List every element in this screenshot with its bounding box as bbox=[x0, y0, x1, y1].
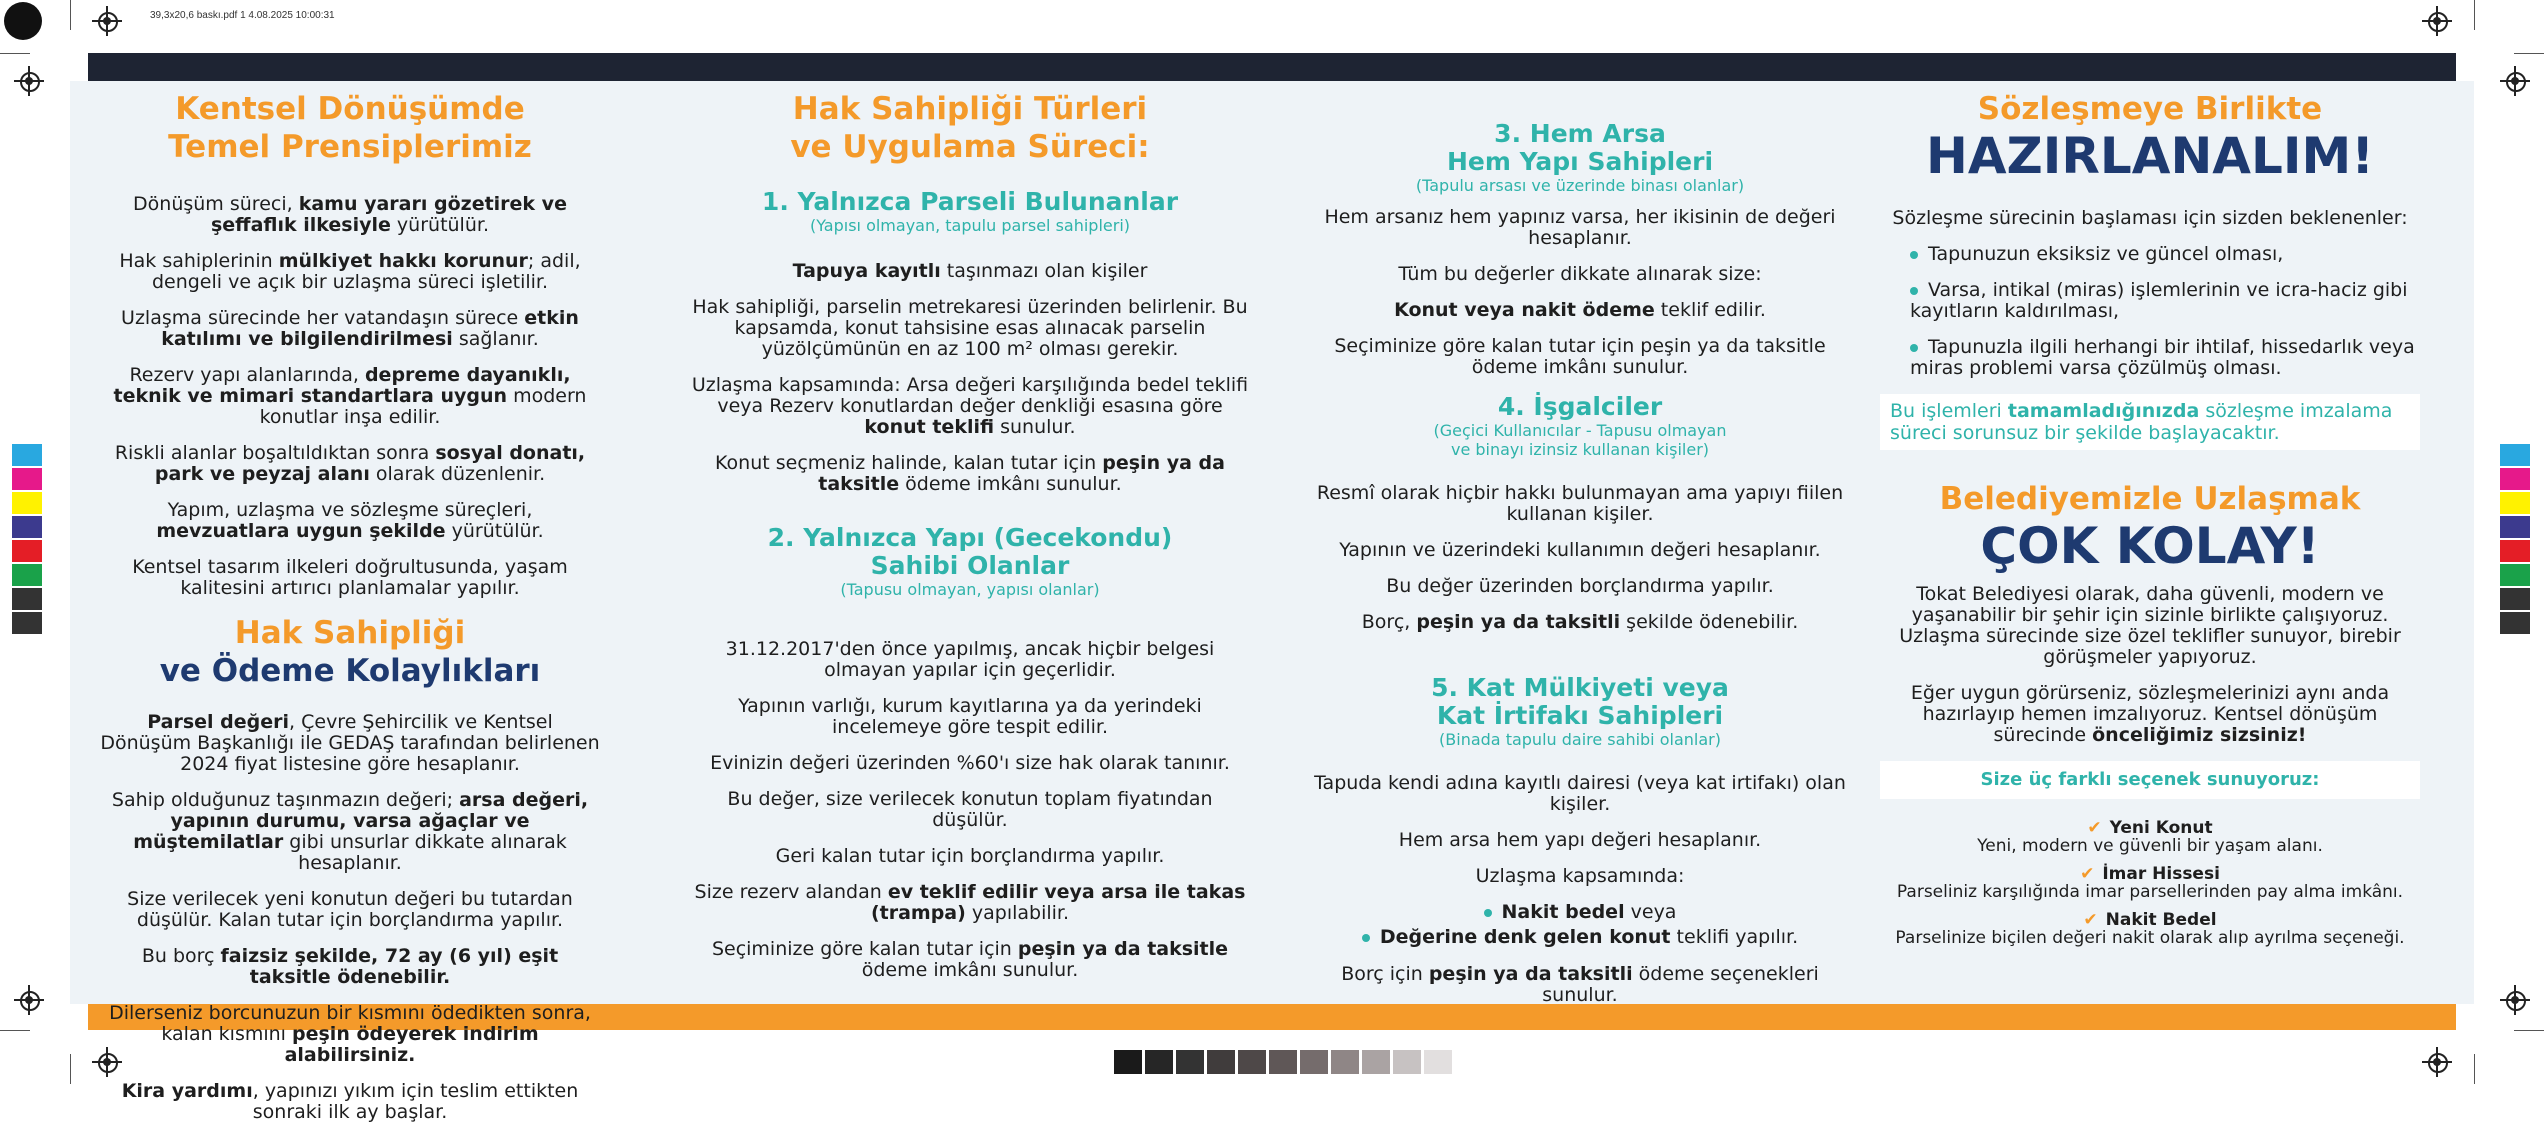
option-new-home bbox=[1880, 819, 2420, 855]
paragraph-text: Uzlaşma kapsamında: Arsa değeri karşılığında bedel teklifi veya Rezerv konutlardan değer denkliği esasına göre bbox=[691, 374, 1249, 417]
paragraph-text: Bu borç bbox=[141, 945, 221, 967]
registration-mark-icon bbox=[92, 6, 122, 36]
principles-list bbox=[100, 194, 600, 599]
paragraph bbox=[690, 939, 1250, 981]
principles-title-line1: Kentsel Dönüşümde bbox=[175, 91, 525, 127]
paragraph bbox=[690, 261, 1250, 282]
paragraph-text: Uzlaşma sürecinde her vatandaşın sürece bbox=[121, 307, 525, 329]
paragraph-bold: mevzuatlara uygun şekilde bbox=[156, 520, 446, 542]
paragraph-text: yürütülür. bbox=[390, 214, 489, 236]
note-bold: tamamladığınızda bbox=[2007, 400, 2200, 422]
paragraph bbox=[1310, 773, 1850, 815]
paragraph-bold: faizsiz şekilde, 72 ay (6 yıl) eşit taksitle ödenebilir. bbox=[220, 945, 559, 988]
note-text: Bu işlemleri bbox=[1890, 400, 2008, 422]
registration-mark-icon bbox=[2422, 1047, 2452, 1077]
gray-step bbox=[1176, 1050, 1204, 1074]
paragraph-text: olarak düzenlenir. bbox=[369, 463, 546, 485]
paragraph-text: Bu değer, size verilecek konutun toplam fiyatından düşülür. bbox=[727, 788, 1213, 831]
paragraph bbox=[100, 194, 600, 236]
paragraph-bold: Kira yardımı bbox=[121, 1080, 253, 1102]
paragraph-text: Yapının ve üzerindeki kullanımın değeri hesaplanır. bbox=[1339, 539, 1821, 561]
paragraph-bold: peşin ya da taksitle bbox=[1017, 938, 1229, 960]
section1-subtitle: (Yapısı olmayan, tapulu parsel sahipleri) bbox=[809, 216, 1131, 235]
section5-last bbox=[1310, 964, 1850, 1006]
trim-mark bbox=[2514, 53, 2544, 54]
gray-step bbox=[1362, 1050, 1390, 1074]
paragraph bbox=[100, 308, 600, 350]
paragraph-bold: peşin ya da taksitle bbox=[818, 452, 1225, 495]
bullet-dot-icon bbox=[1484, 909, 1492, 917]
check-icon: ✔ bbox=[2080, 864, 2095, 884]
paragraph-text: ödeme imkânı sunulur. bbox=[861, 959, 1079, 981]
paragraph-text: yürütülür. bbox=[445, 520, 544, 542]
gray-step bbox=[1145, 1050, 1173, 1074]
paragraph-text: Size verilecek yeni konutun değeri bu tutardan düşülür. Kalan tutar için borçlandırma yapılır. bbox=[127, 888, 573, 931]
file-slug: 39,3x20,6 baskı.pdf 1 4.08.2025 10:00:31 bbox=[150, 10, 335, 21]
paragraph bbox=[1310, 540, 1850, 561]
swatch-magenta bbox=[12, 468, 42, 490]
registration-mark-icon bbox=[14, 985, 44, 1015]
paragraph bbox=[690, 453, 1250, 495]
bullet-text: veya bbox=[1624, 901, 1677, 923]
rights-title-line1: Hak Sahipliği bbox=[234, 615, 466, 651]
gray-step bbox=[1300, 1050, 1328, 1074]
column-contract bbox=[1880, 90, 2420, 957]
paragraph bbox=[1310, 207, 1850, 249]
agreement-title-line1: Belediyemizle Uzlaşmak bbox=[1939, 481, 2361, 517]
paragraph-text: Hak sahiplerinin bbox=[119, 250, 279, 272]
contract-bullets bbox=[1880, 244, 2420, 379]
paragraph-text: , Çevre Şehircilik ve Kentsel Dönüşüm Başkanlığı ile GEDAŞ tarafından belirlenen 2024 fiyat listesine göre hesaplanır. bbox=[100, 711, 600, 775]
paragraph-text: Eğer uygun görürseniz, sözleşmelerinizi aynı anda hazırlayıp hemen imzalıyoruz. Kentsel dönüşüm sürecinde bbox=[1910, 682, 2390, 746]
swatch-black bbox=[2500, 612, 2530, 634]
paragraph bbox=[690, 297, 1250, 360]
contract-bullet-1 bbox=[1880, 244, 2420, 265]
column-principles bbox=[100, 90, 600, 1138]
swatch-red bbox=[12, 540, 42, 562]
registration-mark-icon bbox=[2422, 6, 2452, 36]
paragraph bbox=[100, 1003, 600, 1066]
paragraph-text: Hak sahipliği, parselin metrekaresi üzerinden belirlenir. Bu kapsamda, konut tahsisine esas alınacak parselin yüzölçümünün en az 100 m² olması gerekir. bbox=[692, 296, 1248, 360]
paragraph bbox=[1310, 612, 1850, 633]
registration-mark-icon bbox=[2500, 985, 2530, 1015]
paragraph bbox=[690, 696, 1250, 738]
gray-step bbox=[1424, 1050, 1452, 1074]
registration-mark-icon bbox=[2500, 66, 2530, 96]
paragraph-bold: ev teklif edilir veya arsa ile takas (trampa) bbox=[870, 881, 1246, 924]
paragraph bbox=[690, 846, 1250, 867]
paragraph-text: Hem arsa hem yapı değeri hesaplanır. bbox=[1398, 829, 1762, 851]
bullet-dot-icon bbox=[1362, 934, 1370, 942]
section2-subtitle: (Tapusu olmayan, yapısı olanlar) bbox=[840, 580, 1100, 599]
paragraph-bold: peşin ödeyerek indirim alabilirsiniz. bbox=[284, 1023, 539, 1066]
paragraph bbox=[1310, 264, 1850, 285]
corner-dot-icon bbox=[8, 8, 38, 38]
agreement-paragraph-1: Tokat Belediyesi olarak, daha güvenli, modern ve yaşanabilir bir şehir için sizinle birlikte çalışıyoruz. Uzlaşma sürecinde size özel teklifler sunuyor, birebir görüşmeler yapıyoruz. bbox=[1899, 583, 2401, 668]
swatch-green bbox=[2500, 564, 2530, 586]
paragraph bbox=[690, 882, 1250, 924]
check-icon: ✔ bbox=[2087, 818, 2102, 838]
paragraph-text: Borç, bbox=[1361, 611, 1417, 633]
paragraph bbox=[1310, 483, 1850, 525]
paragraph bbox=[100, 557, 600, 599]
paragraph-bold: peşin ya da taksitli bbox=[1416, 611, 1621, 633]
column-types bbox=[690, 90, 1250, 996]
paragraph-text: Uzlaşma kapsamında: bbox=[1475, 865, 1685, 887]
contract-bullet-3 bbox=[1880, 337, 2420, 379]
section5-subtitle: (Binada tapulu daire sahibi olanlar) bbox=[1439, 730, 1721, 749]
paragraph-text: şekilde ödenebilir. bbox=[1620, 611, 1799, 633]
paragraph-text: Dönüşüm süreci, bbox=[133, 193, 299, 215]
paragraph bbox=[100, 946, 600, 988]
option-desc: Parseliniz karşılığında imar parsellerinden pay alma imkânı. bbox=[1896, 882, 2404, 902]
swatch-green bbox=[12, 564, 42, 586]
paragraph-text: Tapuda kendi adına kayıtlı dairesi (veya kat irtifakı) olan kişiler. bbox=[1314, 772, 1846, 815]
paragraph-bold: Parsel değeri bbox=[147, 711, 290, 733]
paragraph-text: Tüm bu değerler dikkate alınarak size: bbox=[1398, 263, 1762, 285]
contract-title-line2: HAZIRLANALIM! bbox=[1925, 127, 2375, 185]
section3-title-line1: 3. Hem Arsa bbox=[1494, 119, 1666, 148]
section3-list bbox=[1310, 207, 1850, 378]
paragraph-text: Evinizin değeri üzerinden %60'ı size hak olarak tanınır. bbox=[710, 752, 1230, 774]
paragraph-text: Geri kalan tutar için borçlandırma yapılır. bbox=[775, 845, 1165, 867]
check-icon: ✔ bbox=[2083, 910, 2098, 930]
principles-title-line2: Temel Prensiplerimiz bbox=[168, 129, 532, 165]
column-types-2 bbox=[1310, 120, 1850, 1021]
paragraph-bold: peşin ya da taksitli bbox=[1428, 963, 1633, 985]
swatch-blue bbox=[2500, 516, 2530, 538]
paragraph-text: ödeme seçenekleri sunulur. bbox=[1542, 963, 1819, 1006]
paragraph-bold: kamu yararı gözetirek ve şeffaflık ilkesiyle bbox=[210, 193, 567, 236]
paragraph-text: Kentsel tasarım ilkeleri doğrultusunda, yaşam kalitesini artırıcı planlamalar yapılır. bbox=[132, 556, 568, 599]
bullet-bold: Değerine denk gelen konut bbox=[1379, 926, 1671, 948]
section4-title: 4. İşgalciler bbox=[1497, 392, 1663, 421]
section2-title-line1: 2. Yalnızca Yapı (Gecekondu) bbox=[767, 523, 1173, 552]
section3-title-line2: Hem Yapı Sahipleri bbox=[1446, 147, 1714, 176]
paragraph-text: gibi unsurlar dikkate alınarak hesaplanır. bbox=[283, 831, 567, 874]
paragraph-text: Riskli alanlar boşaltıldıktan sonra bbox=[114, 442, 436, 464]
paragraph bbox=[690, 375, 1250, 438]
swatch-cyan bbox=[12, 444, 42, 466]
paragraph-bold: depreme dayanıklı, teknik ve mimari standartlara uygun bbox=[113, 364, 571, 407]
paragraph-text: Yapım, uzlaşma ve sözleşme süreçleri, bbox=[167, 499, 533, 521]
trim-mark bbox=[70, 1054, 71, 1084]
bullet-text: Tapunuzun eksiksiz ve güncel olması, bbox=[1928, 243, 2284, 265]
bullet-dot-icon bbox=[1910, 251, 1918, 259]
swatch-red bbox=[2500, 540, 2530, 562]
gray-step bbox=[1269, 1050, 1297, 1074]
paragraph-bold: sosyal donatı, park ve peyzaj alanı bbox=[154, 442, 586, 485]
gray-step bbox=[1114, 1050, 1142, 1074]
trim-mark bbox=[2474, 0, 2475, 30]
swatch-black bbox=[12, 612, 42, 634]
bullet-dot-icon bbox=[1910, 344, 1918, 352]
paragraph bbox=[100, 500, 600, 542]
swatch-black bbox=[12, 588, 42, 610]
paragraph bbox=[1310, 576, 1850, 597]
paragraph-text: Borç için bbox=[1341, 963, 1429, 985]
option-desc: Parselinize biçilen değeri nakit olarak alıp ayrılma seçeneği. bbox=[1895, 928, 2405, 948]
option-title: İmar Hissesi bbox=[2102, 864, 2220, 884]
top-band bbox=[88, 53, 2456, 81]
paragraph-text: Yapının varlığı, kurum kayıtlarına ya da yerindeki incelemeye göre tespit edilir. bbox=[738, 695, 1202, 738]
paragraph bbox=[1310, 300, 1850, 321]
section5-bullet-1 bbox=[1310, 902, 1850, 923]
offer-heading: Size üç farklı seçenek sunuyoruz: bbox=[1880, 761, 2420, 799]
section1-title: 1. Yalnızca Parseli Bulunanlar bbox=[761, 187, 1179, 216]
paragraph-text: Size rezerv alandan bbox=[694, 881, 888, 903]
paragraph bbox=[1310, 336, 1850, 378]
types-title-line2: ve Uygulama Süreci: bbox=[790, 129, 1150, 165]
section4-subtitle-line2: ve binayı izinsiz kullanan kişiler) bbox=[1450, 440, 1710, 459]
gray-step bbox=[1238, 1050, 1266, 1074]
paragraph bbox=[100, 712, 600, 775]
paragraph-text: Seçiminize göre kalan tutar için bbox=[711, 938, 1018, 960]
agreement-paragraph-2 bbox=[1880, 683, 2420, 746]
paragraph-text: Dilerseniz borcunuzun bir kısmını ödedikten sonra, kalan kısmını bbox=[109, 1002, 591, 1045]
rights-list bbox=[100, 712, 600, 1123]
paragraph-bold: arsa değeri, yapının durumu, varsa ağaçlar ve müştemilatlar bbox=[133, 789, 589, 853]
paragraph bbox=[690, 789, 1250, 831]
paragraph bbox=[100, 1081, 600, 1123]
bullet-dot-icon bbox=[1910, 287, 1918, 295]
paragraph-text: sağlanır. bbox=[452, 328, 539, 350]
option-cash bbox=[1880, 911, 2420, 947]
section5-title-line2: Kat İrtifakı Sahipleri bbox=[1436, 701, 1724, 730]
swatch-yellow bbox=[12, 492, 42, 514]
paragraph-text: 31.12.2017'den önce yapılmış, ancak hiçbir belgesi olmayan yapılar için geçerlidir. bbox=[725, 638, 1215, 681]
swatch-blue bbox=[12, 516, 42, 538]
trim-mark bbox=[70, 0, 71, 30]
bullet-text: Tapunuzla ilgili herhangi bir ihtilaf, hissedarlık veya miras problemi varsa çözülmüş olması. bbox=[1910, 336, 2415, 379]
paragraph bbox=[100, 443, 600, 485]
paragraph-text: Konut seçmeniz halinde, kalan tutar için bbox=[715, 452, 1103, 474]
swatch-cyan bbox=[2500, 444, 2530, 466]
paragraph-bold: Tapuya kayıtlı bbox=[792, 260, 941, 282]
section2-list bbox=[690, 639, 1250, 981]
paragraph-text: teklif edilir. bbox=[1654, 299, 1766, 321]
paragraph bbox=[100, 365, 600, 428]
gray-step bbox=[1207, 1050, 1235, 1074]
section4-subtitle-line1: (Geçici Kullanıcılar - Tapusu olmayan bbox=[1433, 421, 1727, 440]
paragraph-text: modern konutlar inşa edilir. bbox=[259, 385, 587, 428]
swatch-black bbox=[2500, 588, 2530, 610]
paragraph-bold: etkin katılımı ve bilgilendirilmesi bbox=[161, 307, 579, 350]
paragraph-text: Resmî olarak hiçbir hakkı bulunmayan ama yapıyı fiilen kullanan kişiler. bbox=[1316, 482, 1844, 525]
paragraph-text: sunulur. bbox=[994, 416, 1076, 438]
paragraph-bold: Konut veya nakit ödeme bbox=[1394, 299, 1655, 321]
option-desc: Yeni, modern ve güvenli bir yaşam alanı. bbox=[1977, 836, 2323, 856]
trim-mark bbox=[0, 53, 30, 54]
agreement-title-line2: ÇOK KOLAY! bbox=[1980, 517, 2320, 575]
swatch-magenta bbox=[2500, 468, 2530, 490]
paragraph-text: Bu değer üzerinden borçlandırma yapılır. bbox=[1386, 575, 1774, 597]
trim-mark bbox=[2514, 1030, 2544, 1031]
note-text: sözleşme imzalama süreci sorunsuz bir şekilde başlayacaktır. bbox=[1890, 400, 2393, 444]
paragraph bbox=[1310, 964, 1850, 1006]
section1-list bbox=[690, 261, 1250, 495]
option-title: Nakit Bedel bbox=[2105, 910, 2217, 930]
bullet-bold: Nakit bedel bbox=[1501, 901, 1625, 923]
bullet-text: Varsa, intikal (miras) işlemlerinin ve icra-haciz gibi kayıtların kaldırılması, bbox=[1910, 279, 2408, 322]
contract-note bbox=[1880, 394, 2420, 450]
contract-bullet-2 bbox=[1880, 280, 2420, 322]
paragraph bbox=[690, 753, 1250, 774]
paragraph-text: Rezerv yapı alanlarında, bbox=[129, 364, 365, 386]
types-title-line1: Hak Sahipliği Türleri bbox=[792, 91, 1148, 127]
section5-title-line1: 5. Kat Mülkiyeti veya bbox=[1431, 673, 1729, 702]
paragraph bbox=[1310, 866, 1850, 887]
contract-intro: Sözleşme sürecinin başlaması için sizden beklenenler: bbox=[1892, 207, 2408, 229]
paragraph bbox=[100, 251, 600, 293]
paragraph-text: ; adil, dengeli ve açık bir uzlaşma süreci işletilir. bbox=[151, 250, 581, 293]
section5-list bbox=[1310, 773, 1850, 887]
swatch-yellow bbox=[2500, 492, 2530, 514]
paragraph-text: Seçiminize göre kalan tutar için peşin ya da taksitle ödeme imkânı sunulur. bbox=[1334, 335, 1826, 378]
paragraph-text: Hem arsanız hem yapınız varsa, her ikisinin de değeri hesaplanır. bbox=[1324, 206, 1836, 249]
bullet-text: teklifi yapılır. bbox=[1670, 926, 1799, 948]
rights-title-line2: ve Ödeme Kolaylıkları bbox=[159, 653, 541, 689]
gray-step bbox=[1393, 1050, 1421, 1074]
trim-mark bbox=[0, 1030, 30, 1031]
gray-step bbox=[1331, 1050, 1359, 1074]
paragraph bbox=[100, 889, 600, 931]
paragraph bbox=[100, 790, 600, 874]
paragraph-bold: önceliğimiz sizsiniz! bbox=[2092, 724, 2307, 746]
paragraph-bold: mülkiyet hakkı korunur bbox=[278, 250, 528, 272]
paragraph bbox=[690, 639, 1250, 681]
section3-subtitle: (Tapulu arsası ve üzerinde binası olanlar) bbox=[1415, 176, 1745, 195]
paragraph-text: , yapınızı yıkım için teslim ettikten sonraki ilk ay başlar. bbox=[252, 1080, 579, 1123]
contract-title-line1: Sözleşmeye Birlikte bbox=[1977, 91, 2323, 127]
trim-mark bbox=[2474, 1054, 2475, 1084]
paragraph-bold: konut teklifi bbox=[864, 416, 995, 438]
section2-title-line2: Sahibi Olanlar bbox=[870, 551, 1070, 580]
paragraph-text: Sahip olduğunuz taşınmazın değeri; bbox=[111, 789, 460, 811]
paragraph-text: yapılabilir. bbox=[965, 902, 1070, 924]
option-title: Yeni Konut bbox=[2109, 818, 2213, 838]
paragraph bbox=[1310, 830, 1850, 851]
section4-list bbox=[1310, 483, 1850, 633]
paragraph-text: taşınmazı olan kişiler bbox=[940, 260, 1148, 282]
section5-bullet-2 bbox=[1310, 927, 1850, 948]
option-zoning-share bbox=[1880, 865, 2420, 901]
registration-mark-icon bbox=[14, 66, 44, 96]
paragraph-text: ödeme imkânı sunulur. bbox=[899, 473, 1122, 495]
